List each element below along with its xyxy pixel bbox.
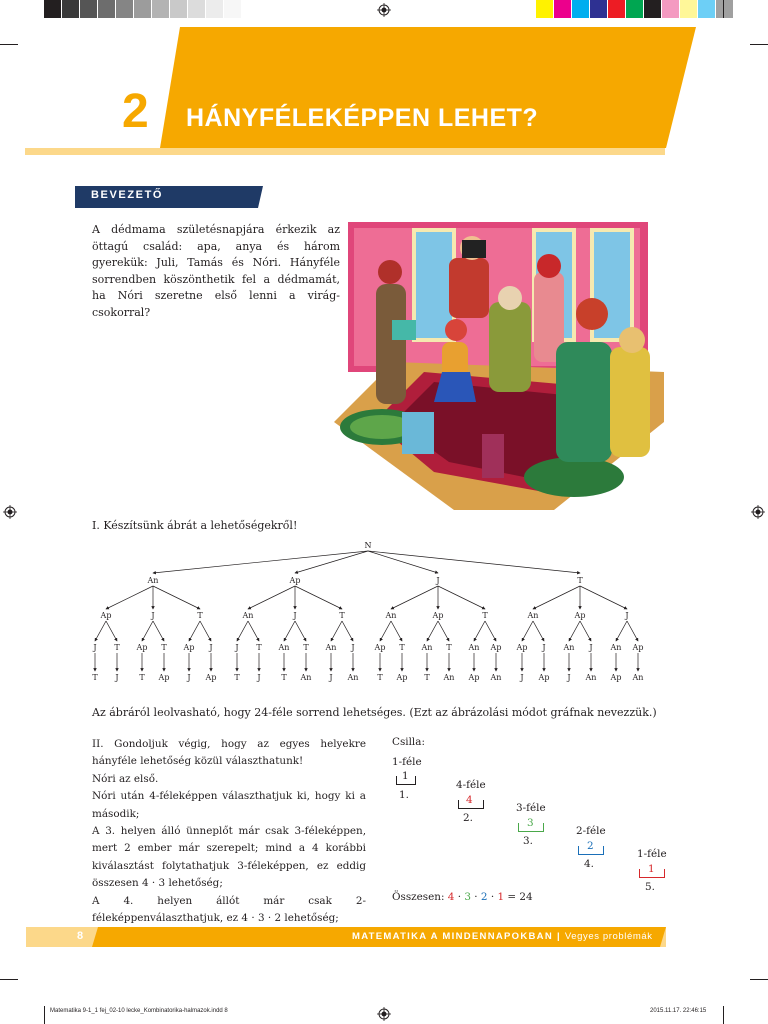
slot-value: 4 (466, 794, 473, 806)
tree-edge (331, 621, 342, 641)
family-birthday-illustration-icon (334, 222, 664, 510)
tree-node-level2: Ap (100, 611, 112, 620)
slot-label: 1-féle (637, 848, 667, 860)
tree-node-level3: An (421, 643, 433, 652)
total-dot: · (457, 891, 462, 903)
tree-node-level2: J (625, 611, 629, 620)
total-line (392, 891, 533, 903)
tree-edge (142, 621, 153, 641)
tree-node-level3: Ap (490, 643, 502, 652)
page-number: 8 (77, 930, 84, 942)
crop-mark (0, 979, 18, 980)
tree-edge (153, 586, 200, 609)
section1-title: I. Készítsünk ábrát a lehetőségekről! (92, 519, 298, 532)
tree-node-level3: T (114, 643, 120, 652)
tree-node-level3: J (351, 643, 355, 652)
tree-edge (569, 621, 580, 641)
tree-node-level3: Ap (136, 643, 148, 652)
tree-node-level2: An (242, 611, 254, 620)
section2-line: A 3. helyen álló ünneplőt már csak 3-féleképpen, mert 2 ember már szerepelt; mind a 4 korábbi kiválasztást folytathatjuk 3-féleképpen, ez eddig összesen 4 · 3 lehetőség; (92, 825, 366, 890)
total-factor: 3 (464, 891, 471, 903)
tree-node-level2: Ap (574, 611, 586, 620)
tree-edge (248, 621, 259, 641)
tree-node-level3: T (446, 643, 452, 652)
possibility-tree (80, 540, 680, 690)
section2-line: Nóri után 4-féleképpen választhatjuk ki, hogy ki a második; (92, 790, 366, 820)
tree-node-level4: Ap (158, 673, 170, 682)
tree-node-level4: J (187, 673, 191, 682)
tree-edge (95, 621, 106, 641)
tree-edge (427, 621, 438, 641)
slot-label: 1-féle (392, 756, 422, 768)
tree-node-level4: Ap (610, 673, 622, 682)
tree-edge (627, 621, 638, 641)
tree-node-level3: T (399, 643, 405, 652)
crop-mark (750, 44, 768, 45)
registration-mark-icon (377, 3, 391, 17)
total-label: Összesen: (392, 891, 445, 903)
tree-node-level2: J (151, 611, 155, 620)
tree-edge (153, 621, 164, 641)
crop-mark (723, 1006, 724, 1024)
tree-edge (200, 621, 211, 641)
tree-node-level1: T (577, 576, 583, 585)
tree-node-level1: J (436, 576, 440, 585)
tree-node-level4: T (234, 673, 240, 682)
tree-node-level2: T (197, 611, 203, 620)
tree-edge (380, 621, 391, 641)
tree-edge (368, 551, 580, 573)
tree-node-level4: T (377, 673, 383, 682)
chapter-number: 2 (122, 85, 150, 138)
tree-node-level4: Ap (538, 673, 550, 682)
tree-node-level4: J (567, 673, 571, 682)
tree-node-root: N (364, 541, 372, 550)
total-factor: 1 (497, 891, 505, 903)
crop-mark (750, 979, 768, 980)
tree-edge (580, 586, 627, 609)
tree-node-level1: An (147, 576, 159, 585)
tree-node-level4: Ap (468, 673, 480, 682)
footer-subtitle: Vegyes problémák (564, 931, 653, 942)
tree-edge (533, 586, 580, 609)
slot-position: 1. (399, 789, 409, 801)
tree-node-level4: J (257, 673, 261, 682)
tree-node-level4: T (281, 673, 287, 682)
tree-node-level3: Ap (632, 643, 644, 652)
section-tag: BEVEZETŐ (91, 189, 164, 201)
tree-edge (342, 621, 353, 641)
crop-mark (44, 0, 45, 18)
tree-node-level4: T (424, 673, 430, 682)
registration-mark-icon (751, 505, 765, 519)
total-factor: 2 (480, 891, 488, 903)
tree-edge (295, 586, 342, 609)
slot-value: 1 (648, 863, 655, 875)
tree-node-level3: Ap (374, 643, 386, 652)
tree-edge (438, 621, 449, 641)
tree-node-level4: Ap (396, 673, 408, 682)
tree-edge (580, 621, 591, 641)
tree-node-level4: An (347, 673, 359, 682)
intro-text: A dédmama születésnapjára érkezik az öttagú család: apa, anya és három gyerekük: Juli, Tamás és Nóri. Hányféle sorrendben köszönthetik fel a dédmamát, ha Nóri szeretne első lenni a virágcsokorral? (92, 223, 340, 319)
tree-node-level4: T (139, 673, 145, 682)
tree-node-level3: T (303, 643, 309, 652)
slug-filename: Matematika 9-1_1 fej_02-10 lecke_Kombinatorika-halmazok.indd 8 (50, 1008, 228, 1014)
slot-value: 2 (587, 840, 594, 852)
tree-node-level4: An (490, 673, 502, 682)
tree-edge (106, 621, 117, 641)
tree-edge (522, 621, 533, 641)
tree-node-level3: An (610, 643, 622, 652)
tree-node-level2: T (339, 611, 345, 620)
registration-mark-icon (3, 505, 17, 519)
crop-mark (44, 1006, 45, 1024)
tree-node-level3: T (256, 643, 262, 652)
chapter-title: HÁNYFÉLEKÉPPEN LEHET? (186, 104, 539, 132)
tree-node-level4: An (632, 673, 644, 682)
slot-value: 1 (402, 770, 409, 782)
slot-position: 2. (463, 812, 473, 824)
slot-label: 2-féle (576, 825, 606, 837)
tree-node-level4: J (520, 673, 524, 682)
crop-mark (723, 0, 724, 18)
color-bar (536, 0, 734, 18)
tree-edge (189, 621, 200, 641)
tree-edge (248, 586, 295, 609)
slot-position: 4. (584, 858, 594, 870)
total-result: = 24 (507, 891, 533, 903)
tree-edge (237, 621, 248, 641)
footer-title-text: MATEMATIKA A MINDENNAPOKBAN (352, 931, 553, 942)
tree-node-level3: An (278, 643, 290, 652)
tree-edge (485, 621, 496, 641)
tree-node-level1: Ap (289, 576, 301, 585)
slot-label: 3-féle (516, 802, 546, 814)
tree-node-level3: J (209, 643, 213, 652)
tree-edge (284, 621, 295, 641)
tree-node-level3: An (325, 643, 337, 652)
slot-position: 3. (523, 835, 533, 847)
tree-edge (295, 551, 368, 573)
tree-node-level3: Ap (516, 643, 528, 652)
tree-node-level3: J (235, 643, 239, 652)
tree-node-level2: An (527, 611, 539, 620)
tree-edge (474, 621, 485, 641)
tree-node-level4: An (300, 673, 312, 682)
tree-conclusion: Az ábráról leolvasható, hogy 24-féle sorrend lehetséges. (Ezt az ábrázolási módot gráfnak nevezzük.) (92, 706, 657, 719)
tree-node-level3: Ap (183, 643, 195, 652)
tree-node-level2: J (293, 611, 297, 620)
slot-position: 5. (645, 881, 655, 893)
tree-node-level2: T (482, 611, 488, 620)
tree-node-level4: An (585, 673, 597, 682)
total-dot: · (490, 891, 495, 903)
section2-text (92, 736, 366, 945)
tree-node-level4: T (92, 673, 98, 682)
tree-edge (438, 586, 485, 609)
footer-title (352, 931, 653, 942)
section2-line: II. Gondoljuk végig, hogy az egyes helyekre hányféle lehetőség közül választhatunk! (92, 738, 366, 768)
total-factor: 4 (447, 891, 455, 903)
chapter-header-band (0, 22, 696, 157)
tree-edge (391, 621, 402, 641)
tree-edge (391, 586, 438, 609)
tree-edge (616, 621, 627, 641)
tree-node-level3: An (563, 643, 575, 652)
total-dot: · (474, 891, 478, 903)
section2-line: A 4. helyen állót már csak 2-féleképpenválaszthatjuk, ez 4 · 3 · 2 lehetőség; (92, 894, 366, 925)
tree-edge (533, 621, 544, 641)
registration-mark-icon (377, 1007, 391, 1021)
tree-node-level2: Ap (432, 611, 444, 620)
footer-separator: | (556, 931, 561, 942)
grayscale-bar (44, 0, 242, 18)
tree-edge (106, 586, 153, 609)
tree-edge (153, 551, 368, 573)
tree-node-level3: An (468, 643, 480, 652)
slug-date: 2015.11.17. 22:46:15 (650, 1008, 707, 1014)
tree-node-level3: J (542, 643, 546, 652)
tree-node-level3: J (93, 643, 97, 652)
section2-line: Nóri az első. (92, 772, 159, 785)
tree-node-level3: J (589, 643, 593, 652)
tree-node-level2: An (385, 611, 397, 620)
tree-edge (295, 621, 306, 641)
slot-value: 3 (527, 817, 534, 829)
tree-node-level4: J (329, 673, 333, 682)
tree-node-level4: Ap (205, 673, 217, 682)
tree-node-level4: J (115, 673, 119, 682)
slot-label: 4-féle (456, 779, 486, 791)
tree-node-level4: An (443, 673, 455, 682)
csilla-title: Csilla: (392, 736, 425, 748)
tree-node-level3: T (161, 643, 167, 652)
